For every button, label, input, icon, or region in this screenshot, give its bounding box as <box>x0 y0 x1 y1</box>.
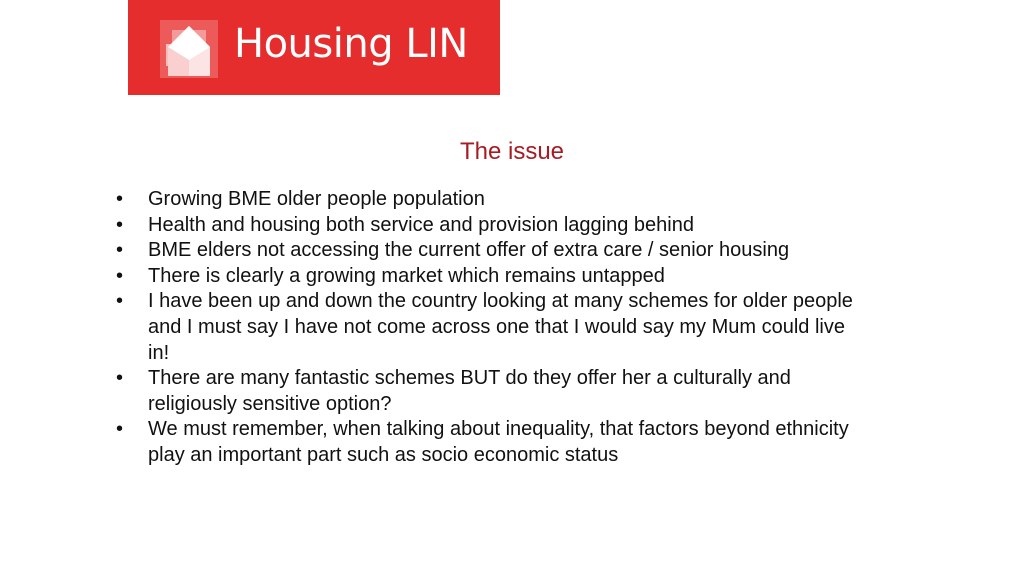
list-item <box>114 213 854 239</box>
bullet-text: There is clearly a growing market which remains untapped <box>148 264 665 287</box>
bullet-text: We must remember, when talking about inequality, that factors beyond ethnicity play an important part such as socio economic status <box>148 418 849 466</box>
bullet-text: Health and housing both service and provision lagging behind <box>148 213 694 236</box>
bullet-marker: • <box>116 418 124 441</box>
list-item <box>114 289 854 366</box>
bullet-text: Growing BME older people population <box>148 188 485 210</box>
bullet-marker: • <box>116 264 124 287</box>
bullet-marker: • <box>116 367 124 390</box>
bullet-marker: • <box>116 188 124 210</box>
housing-lin-logo <box>128 0 500 95</box>
bullet-marker: • <box>116 213 124 236</box>
bullet-marker: • <box>116 239 124 262</box>
house-icon <box>160 20 218 78</box>
bullet-text: BME elders not accessing the current offer of extra care / senior housing <box>148 239 790 262</box>
slide-title: The issue <box>459 138 565 165</box>
bullet-text: There are many fantastic schemes BUT do they offer her a culturally and religiously sensitive option? <box>148 367 791 415</box>
bullet-text: I have been up and down the country looking at many schemes for older people and I must say I have not come across one that I would say my Mum could live in! <box>148 290 853 364</box>
logo-text: Housing LIN <box>234 21 468 67</box>
bullet-list <box>114 187 854 469</box>
list-item <box>114 187 854 213</box>
list-item <box>114 238 854 264</box>
list-item <box>114 366 854 417</box>
bullet-marker: • <box>116 290 124 313</box>
list-item <box>114 264 854 290</box>
list-item <box>114 417 854 468</box>
